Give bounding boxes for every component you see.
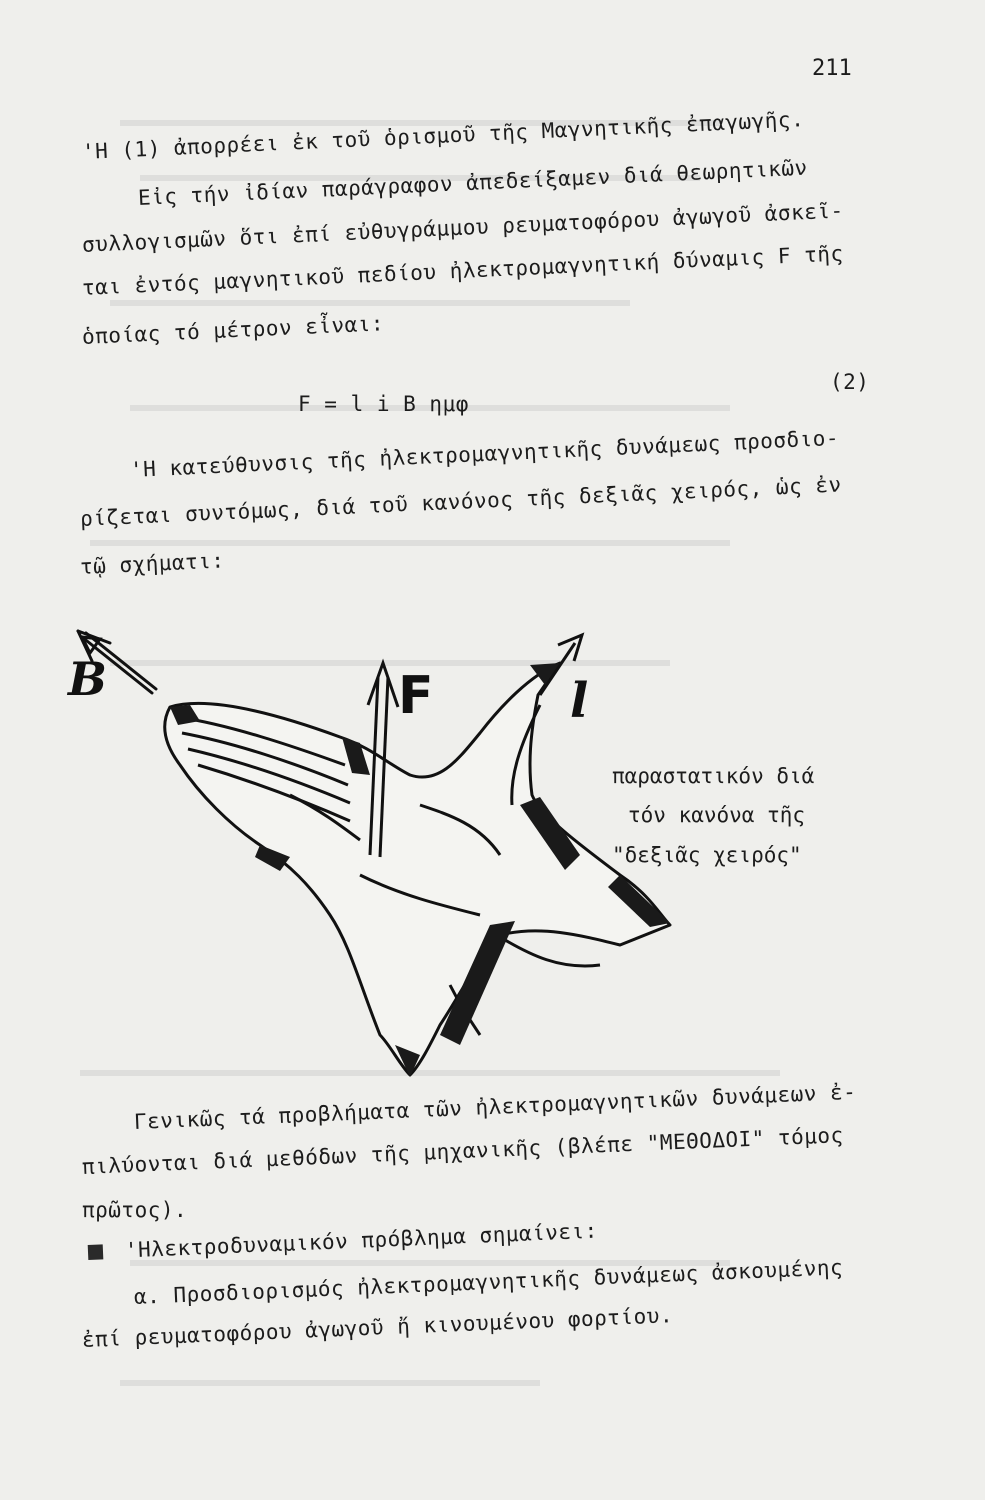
text-line-10: πιλύονται διά μεθόδων τῆς μηχανικῆς (βλέπε "ΜΕΘΟΔΟΙ" τόμος — [81, 1123, 845, 1179]
figure-caption-line-3: "δεξιᾶς χειρός" — [612, 843, 802, 867]
text-line-5: ὁποίας τό μέτρον εἶναι: — [81, 311, 385, 349]
text-line-14: ἐπί ρευματοφόρου ἀγωγοῦ ἤ κινουμένου φορτίου. — [81, 1303, 674, 1352]
text-line-4: ται ἐντός μαγνητικοῦ πεδίου ἠλεκτρομαγνητική δύναμις F τῆς — [81, 241, 845, 300]
text-line-7: ρίζεται συντόμως, διά τοῦ κανόνος τῆς δεξιᾶς χειρός, ὡς ἐν — [79, 472, 843, 531]
page-number: 211 — [812, 56, 852, 81]
bullet-square-icon — [88, 1244, 104, 1260]
text-line-2: Εἰς τήν ἰδίαν παράγραφον ἀπεδείξαμεν διά θεωρητικῶν — [137, 155, 809, 210]
figure-caption-line-1: παραστατικόν διά — [612, 764, 815, 788]
label-l: l — [570, 673, 589, 729]
text-line-13: α. Προσδιορισμός ἠλεκτρομαγνητικῆς δυνάμεως ἀσκουμένης — [133, 1255, 844, 1309]
text-line-1: 'Η (1) ἀπορρέει ἐκ τοῦ ὁρισμοῦ τῆς Μαγνητικῆς ἐπαγωγῆς. — [81, 107, 805, 164]
text-line-6: 'Η κατεύθυνσις τῆς ἠλεκτρομαγνητικῆς δυνάμεως προσδιο- — [129, 425, 840, 482]
text-line-9: Γενικῶς τά προβλήματα τῶν ἠλεκτρομαγνητικῶν δυνάμεων ἐ- — [133, 1079, 857, 1134]
right-hand-rule-figure — [60, 625, 700, 1105]
label-b: B — [68, 652, 107, 706]
label-f: F — [398, 666, 434, 726]
bullet-line — [87, 1219, 598, 1264]
text-line-8: τῷ σχήματι: — [79, 548, 225, 579]
text-line-11: πρῶτος). — [82, 1198, 188, 1222]
formula: F = l i B ημφ — [298, 392, 469, 416]
text-line-3: συλλογισμῶν ὅτι ἐπί εὐθυγράμμου ρευματοφόρου ἀγωγοῦ ἀσκεῖ- — [81, 198, 845, 257]
text-line-12: 'Ηλεκτροδυναμικόν πρόβλημα σημαίνει: — [124, 1218, 599, 1263]
figure-caption-line-2: τόν κανόνα τῆς — [628, 803, 806, 827]
formula-number: (2) — [830, 370, 870, 394]
